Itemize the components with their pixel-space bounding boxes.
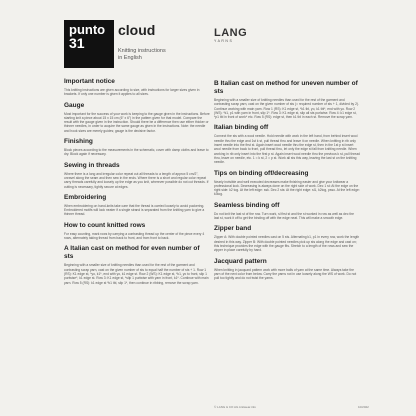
section-heading: B Italian cast on method for uneven number of sts (214, 80, 358, 95)
punto-number: 31 (69, 35, 85, 51)
section-text: Block pieces according to the measurements in the schematic, cover with damp cloths and leave to dry. Block again if necessary. (64, 148, 209, 157)
section-text: Nearly invisible and well executed decreases make finishing easier and give your knitwear a professional look. Decreasing is always done on the right side of work. Dec 1 st: At the edge on the right side: k2 tog. At the left edge: ssk. Dec 2 sts: At the right edge: sl1, k2tog, psso. At the left edge: k3tog. (214, 179, 360, 197)
section-finishing (64, 138, 210, 157)
section-important-notice (64, 78, 210, 97)
punto-word: punto (69, 22, 106, 37)
subtitle-line2: in English (118, 55, 142, 61)
section-heading: A Italian cast on method for even number of sts (64, 245, 200, 261)
logo-subtext: YARNS (214, 39, 234, 43)
footer-copyright: © LANG & CO AG knitwear.info (214, 405, 256, 409)
section-text: This knitting instructions are given according to size, with instructions for larger sizes given in brackets. If only one number is given it applies to all sizes. (64, 88, 200, 97)
section-italian-cast-on-even (64, 245, 210, 284)
section-heading: Zipper band (214, 225, 252, 233)
section-italian-cast-on-uneven (214, 80, 360, 119)
section-text: When embroidering on hand-knits take care that the thread is carried loosely to avoid puckering. Embroidered motifs will look neater if a single strand is separated from the knitting yarn to give a thinner thread. (64, 203, 205, 217)
section-text: Beginning with a smaller size of knitting needles than used for the rest of the garment and contrasting scrap yarn, cast on the given number of sts to equal half the number of sts + 1. Row 1 (RS): K1 edge st, *yo, k1*, end with yo, k1 edge st. Row 2 (WS): K1 edge st, *k1, yo to front, slip 1 purlwise*, k1 edge st. Row 3: K1 edge st, *slip 1 purlwise with yarn in front, k1*. Continue with main yarn. Row 5 (RS): k1 edge st *k1 tbl, slip 1*, then continue in ribbing, remove the scrap yarn. (64, 263, 209, 285)
section-seamless-binding-off (214, 202, 360, 221)
section-heading: Seamless binding off (214, 201, 280, 209)
logo-text: LANG (214, 27, 248, 39)
section-heading: Finishing (64, 138, 93, 146)
section-embroidering (64, 194, 210, 217)
section-text: Beginning with a smaller size of knitting needles than used for the rest of the garment and contrasting scrap yarn, cast on the given number of sts (= required number of sts + 1, divided by 2). Continue working with main yarn. Row 1 (RS): K1 edge st, *k1 tbl, yo, k1 tbl*, end with yo. Row 2 (WS): *k1, p1 with yarn in front, slip 1*. Row 3: K1 edge st, slip all sts purlwise. Row 4: k1 edge st, *p1 tbl in front of work* etc. Row 5 (RS): edge st, then k1 tbl in each st. Remove the scrap yarn. (214, 98, 359, 120)
pattern-title-block (118, 22, 166, 62)
right-column (214, 80, 360, 285)
section-heading: Sewing in threads (64, 161, 120, 169)
lang-logo (214, 28, 247, 43)
section-heading: Italian binding off (214, 124, 269, 132)
section-text: Zipper A: With double pointed needles cast on 5 sts. Alternating k1, p1 in every row, work the length desired in this way. Zipper B: With double pointed needles pick up sts along the edge and cast on; this technique provides the edge with the gauge fits. Stretch to a length of the rows and sew the zipper in place carefully by hand. (214, 235, 360, 253)
punto-badge (64, 20, 114, 68)
section-text: Do not knit the last st of the row. Turn work, sl first st and the st worked in row as well as dec the last st, work it off to get the binding off with the edge neat. This will make a smooth edge. (214, 211, 354, 221)
section-text: For easy counting, mark rows by carrying a contrasting thread up the center of the piece every 4 rows, alternately taking thread from back to front, and from front to back. (64, 231, 205, 241)
section-text: Where there is a long and irregular color repeat cut all threads to a length of approx 5 cm/2", unravel along the seam and then sew in the ends. Where there is a short and regular color repeat carry threads carefully and loosely up the edge as you knit, wherever possible do not cut threads. If cutting is necessary, tightly secure at edges. (64, 171, 209, 189)
section-text: Most important for the success of your work is keeping to the gauge given in the instructions. Before starting knit a piece about 15 x 15 cm (6" x 6") in the pattern given for that model. Compare the result with the gauge given in the instruction. Should there be a difference then use either thicker or thinner needles, in order to acquire the same gauge as given in the instructions. Note: the needle and hook sizes are merely guides; gauge is the decisive factor. (64, 111, 210, 133)
section-heading: How to count knitted rows (64, 221, 146, 229)
section-heading: Tips on binding off/decreasing (214, 169, 309, 177)
section-heading: Important notice (64, 78, 115, 85)
section-text: Connect the sts with a wool needle. Hold needle with work in the left hand, from behind insert wool needle thru the edge and 1st k st, pull thread thru and leave it on needle. When knitting in rib only insert needle into the first st. Again insert wool needle thru the edge st, then in the 1st p st insert wool needle from back to front, pull thread thru, let only the edge st fall from knitting needle. When working in rib only insert into the first p st. Again insert wool needle thru the previous k st, pull thread thru, leave on needle, etc. 1 = k st, 2 = p st. Work all sts this way, leaving the last st on the knitting needle. (214, 134, 360, 165)
subtitle-line1: Knitting instructions (118, 48, 166, 54)
section-heading: Embroidering (64, 193, 107, 201)
footer-date: 10/2022 (358, 405, 369, 409)
section-gauge (64, 102, 210, 133)
section-italian-binding-off (214, 124, 360, 164)
section-heading: Gauge (64, 101, 85, 109)
section-binding-off-tips (214, 170, 360, 197)
section-text: When knitting in jacquard pattern work with more balls of yarn at the same time. Always take the yarn of the next color from below. Carry the yarns not in use loosely along the WS of work. Do not pull too tightly and do not twist the yarns. (214, 267, 357, 281)
section-jacquard-pattern (214, 258, 360, 281)
section-heading: Jacquard pattern (214, 257, 267, 265)
left-column (64, 78, 210, 290)
section-count-rows (64, 222, 210, 241)
section-zipper-band (214, 225, 360, 252)
section-sewing-threads (64, 162, 210, 189)
pattern-title: cloud (118, 22, 156, 38)
